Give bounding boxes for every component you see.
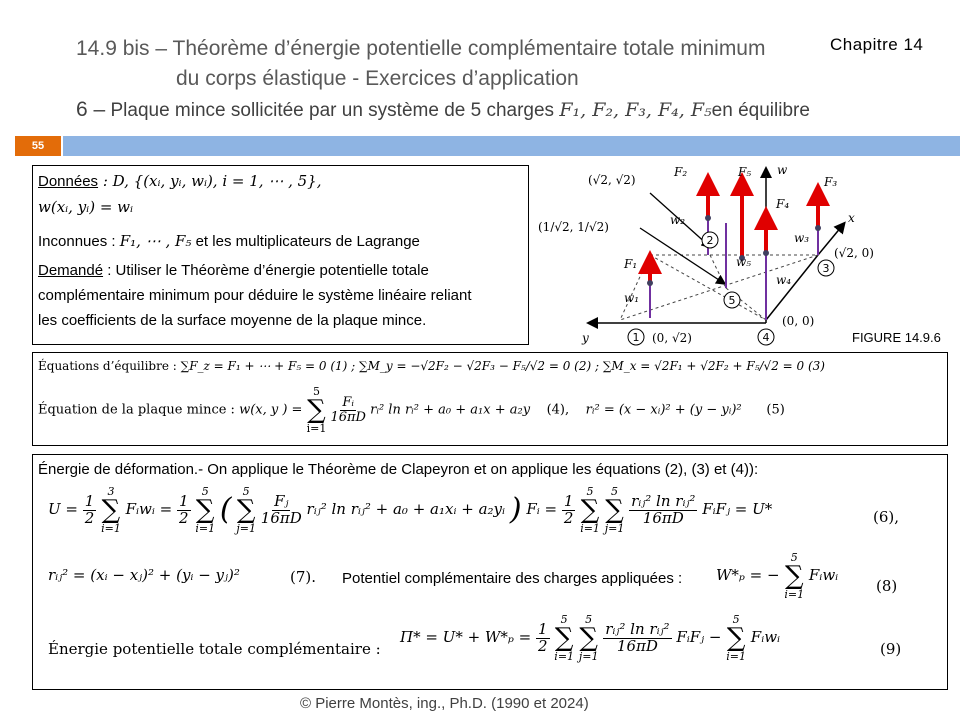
Pi-lhs: Π* = U* + W*ₚ = (400, 628, 532, 646)
plate-figure (530, 158, 950, 348)
eq-number-7: (7). (290, 568, 317, 586)
energy-eq6 (48, 486, 772, 534)
sum-5-j-3: 5 ∑ j=1 (578, 613, 599, 663)
half-3: $\frac{1}{2}$ (563, 491, 574, 527)
plate-sum-top: 5 (312, 385, 320, 398)
dot-w4 (763, 250, 769, 256)
FiFj-U: FᵢFⱼ = U* (702, 500, 773, 518)
subtitle-text: Plaque mince sollicitée par un système de 5 charges (110, 100, 555, 121)
demande-label: Demandé (38, 262, 104, 279)
plate-equation (38, 386, 785, 434)
demande-line-3: les coefficients de la surface moyenne de la plaque mince. (38, 312, 427, 329)
plate-dash-1 (710, 255, 726, 288)
label-w3: w₃ (794, 231, 810, 245)
eq-number-6: (6), (873, 508, 900, 526)
demande-line-1 (38, 262, 429, 279)
label-w2: w₂ (670, 213, 686, 227)
inner-expression: rᵢⱼ² ln rᵢⱼ² + a₀ + a₁xᵢ + a₂yᵢ (306, 500, 506, 518)
plate-rest: rᵢ² ln rᵢ² + a₀ + a₁x + a₂y (370, 402, 531, 418)
coord-sqrt2-sqrt2: (√2, √2) (588, 173, 636, 187)
demande-line-2: complémentaire minimum pour déduire le système linéaire reliant (38, 287, 472, 304)
Fi-eq: Fᵢ = (526, 500, 558, 518)
dot-w3 (815, 225, 821, 231)
plate-sum-bottom: i=1 (306, 422, 327, 435)
equilibrium-line (38, 359, 825, 373)
plate-sum: 5 ∑ i=1 (306, 385, 327, 435)
slide-number: 55 (15, 136, 61, 156)
node-2: 2 (706, 234, 714, 247)
donnees-value: : D, {(xᵢ, yᵢ, wᵢ), i = 1, ⋯ , 5}, (98, 172, 322, 190)
energy-intro: Énergie de déformation.- On applique le Théorème de Clapeyron et on applique les équations (2), (3) et (4)): (38, 461, 759, 478)
sum-5-Wp: 5 ∑ i=1 (784, 551, 805, 601)
eq-number-8: (8) (876, 577, 898, 595)
figure-caption: FIGURE 14.9.6 (852, 330, 941, 345)
frac-rlnr-2: $\frac{\text{rᵢⱼ² ln rᵢⱼ²}}{16\pi D}$ (605, 619, 670, 655)
U-lhs: U = (48, 500, 78, 518)
sum-5-j-2: 5 ∑ j=1 (604, 485, 625, 535)
plate-fraction (330, 396, 366, 424)
node-1: 1 (632, 331, 640, 344)
sum-5-i-2: 5 ∑ i=1 (580, 485, 600, 535)
x-axis-line (766, 255, 818, 320)
coord-sqrt2-0: (√2, 0) (834, 246, 874, 260)
Wp-lhs: W*ₚ = − (716, 566, 780, 584)
Pi-Fiwi: Fᵢwᵢ (750, 628, 781, 646)
equilibrium-label: Équations d’équilibre : (38, 359, 177, 373)
plate-label: Équation de la plaque mince : (38, 402, 235, 418)
sum-5-j: 5 ∑ j=1 (236, 485, 256, 535)
inconnues-rest: et les multiplicateurs de Lagrange (195, 233, 420, 250)
node-3: 3 (822, 262, 830, 275)
frac-rlnr: $\frac{\text{rᵢⱼ² ln rᵢⱼ²}}{16\pi D}$ (631, 491, 696, 527)
equilibrium-eq1: ∑F_z = F₁ + ⋯ + F₅ = 0 (1) ; (180, 359, 356, 373)
subtitle-number: 6 – (76, 98, 106, 121)
frac-Fj: $\frac{\text{Fⱼ}}{16\pi D}$ (260, 491, 302, 527)
equilibrium-eq3: ∑M_x = √2F₁ + √2F₂ + F₅/√2 = 0 (3) (602, 359, 825, 373)
plate-frac-den: 16πD (330, 409, 366, 425)
coord-0-0: (0, 0) (782, 314, 815, 328)
label-w5: w₅ (736, 255, 752, 269)
sum-5-i-3: 5 ∑ i=1 (554, 613, 575, 663)
r-equation: rᵢ² = (x − xᵢ)² + (y − yᵢ)² (585, 402, 742, 418)
title-line-2: du corps élastique - Exercices d’application (176, 67, 579, 90)
copyright-footer: © Pierre Montès, ing., Ph.D. (1990 et 2024) (300, 695, 589, 712)
plate-frac-num: Fᵢ (342, 394, 355, 410)
paren-open: ( (219, 492, 232, 527)
donnees-line (38, 172, 322, 190)
node-4: 4 (762, 331, 770, 344)
Wp-Fiwi: Fᵢwᵢ (808, 566, 839, 584)
axis-label-y: y (582, 331, 589, 345)
dot-w1 (647, 280, 653, 286)
sum-5-i-4: 5 ∑ i=1 (726, 613, 746, 663)
demande-text-1: : Utiliser le Théorème d’énergie potentielle totale (103, 262, 429, 279)
label-f3: F₃ (824, 175, 838, 189)
subtitle-forces: F₁, F₂, F₃, F₄, F₅ (559, 99, 712, 121)
label-w4: w₄ (776, 273, 792, 287)
inconnues-label: Inconnues : (38, 233, 116, 250)
node-5: 5 (728, 294, 736, 307)
inconnues-line (38, 232, 420, 250)
Fiwi: Fᵢwᵢ = (125, 500, 173, 518)
label-f2: F₂ (674, 165, 688, 179)
eq-number-5: (5) (766, 402, 785, 418)
equilibrium-eq2: ∑M_y = −√2F₂ − √2F₃ − F₅/√2 = 0 (2) ; (359, 359, 600, 373)
axis-label-x: x (848, 211, 855, 225)
half-2: $\frac{1}{2}$ (179, 491, 189, 527)
axis-label-w: w (777, 163, 788, 177)
donnees-line-2: w(xᵢ, yᵢ) = wᵢ (38, 198, 134, 216)
label-f1: F₁ (624, 257, 638, 271)
title-line-1: 14.9 bis – Théorème d’énergie potentielle complémentaire totale minimum (76, 37, 766, 60)
FiFj-minus: FᵢFⱼ − (676, 628, 722, 646)
total-label: Énergie potentielle totale complémentaire : (48, 640, 381, 658)
subtitle (76, 98, 810, 122)
sum-5-i: 5 ∑ i=1 (195, 485, 216, 535)
potential-label: Potentiel complémentaire des charges appliquées : (342, 570, 683, 587)
paren-close: ) (509, 492, 522, 527)
label-f4: F₄ (776, 197, 790, 211)
chapter-label: Chapitre 14 (830, 35, 924, 54)
label-w1: w₁ (624, 291, 640, 305)
sum-3: 3 ∑ i=1 (101, 485, 121, 535)
label-f5: F₅ (738, 165, 752, 179)
plate-lhs: w(x, y ) = (239, 402, 303, 418)
inconnues-value: F₁, ⋯ , F₅ (119, 232, 192, 250)
Wp-equation (716, 552, 838, 600)
half-1: $\frac{1}{2}$ (84, 491, 95, 527)
Pi-equation (400, 614, 780, 662)
eq-number-9: (9) (880, 640, 902, 658)
subtitle-end: en équilibre (711, 100, 810, 121)
dot-w2 (705, 215, 711, 221)
coord-0-sqrt2: (0, √2) (652, 331, 692, 345)
coord-inv-sqrt2: (1/√2, 1/√2) (538, 220, 609, 234)
eq-number-4: (4), (546, 402, 570, 418)
donnees-label: Données (38, 173, 99, 190)
header-bar (63, 136, 960, 156)
half-4: $\frac{1}{2}$ (537, 619, 548, 655)
rij-equation: rᵢⱼ² = (xᵢ − xⱼ)² + (yᵢ − yⱼ)² (48, 566, 240, 584)
